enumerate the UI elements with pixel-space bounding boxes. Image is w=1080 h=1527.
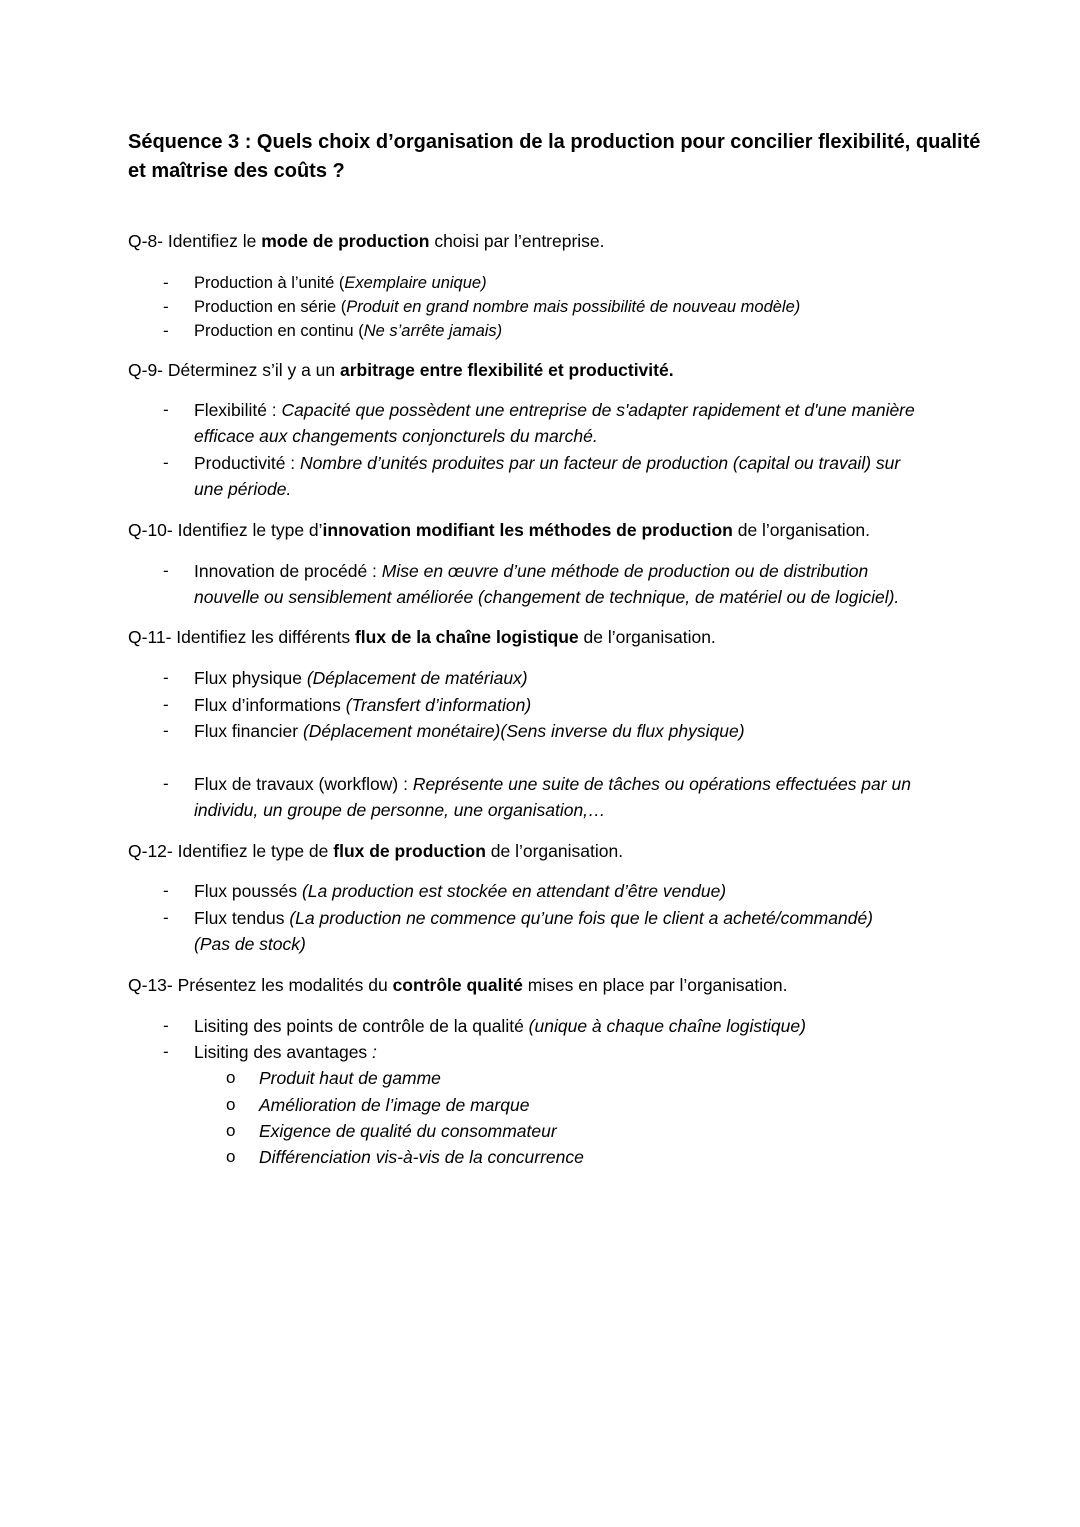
dash-bullet-icon: -: [163, 297, 169, 316]
dash-bullet-icon: -: [163, 1042, 169, 1061]
italic-text: (La production ne commence qu’une fois que le client a acheté/commandé): [289, 908, 874, 928]
sequence-title: [128, 128, 980, 156]
italic-text: :: [372, 1042, 377, 1062]
italic-text: (Pas de stock): [194, 934, 306, 954]
text: Q-11- Identifiez les différents: [128, 627, 355, 647]
list-item-text: [194, 1014, 806, 1038]
dash-bullet-icon: -: [163, 321, 169, 340]
italic-text: (unique à chaque chaîne logistique): [528, 1016, 806, 1036]
circle-bullet-icon: o: [226, 1068, 236, 1087]
italic-text: Différenciation vis-à-vis de la concurrence: [259, 1147, 584, 1167]
italic-text: Ne s’arrête jamais): [363, 322, 503, 340]
text: Lisiting des points de contrôle de la qualité: [194, 1016, 529, 1036]
italic-text: efficace aux changements conjoncturels du marché.: [194, 426, 598, 446]
text: Production en continu (: [194, 322, 364, 340]
italic-text: Capacité que possèdent une entreprise de s'adapter rapidement et d'une manière: [281, 400, 915, 420]
text: Q-10- Identifiez le type d’: [128, 520, 323, 540]
text: Q-13- Présentez les modalités du: [128, 975, 393, 995]
dash-bullet-icon: -: [163, 721, 169, 740]
list-item-text: [194, 1040, 377, 1064]
italic-text: Exemplaire unique): [344, 274, 487, 292]
list-item-text: [194, 693, 531, 717]
dash-bullet-icon: -: [163, 561, 169, 580]
question-heading: [128, 358, 674, 382]
italic-text: Représente une suite de tâches ou opérations effectuées par un: [412, 774, 911, 794]
italic-text: (Déplacement de matériaux): [306, 668, 528, 688]
list-item-continuation: [194, 585, 899, 609]
bold-text: flux de production: [333, 841, 486, 861]
list-item-text: [194, 271, 487, 295]
text: Flux tendus: [194, 908, 290, 928]
dash-bullet-icon: -: [163, 668, 169, 687]
bold-text: contrôle qualité: [392, 975, 523, 995]
sub-list-item: [259, 1119, 557, 1143]
italic-text: nouvelle ou sensiblement améliorée (changement de technique, de matériel ou de logiciel).: [194, 587, 900, 607]
circle-bullet-icon: o: [226, 1121, 236, 1140]
text: Productivité :: [194, 453, 301, 473]
dash-bullet-icon: -: [163, 695, 169, 714]
circle-bullet-icon: o: [226, 1147, 236, 1166]
text: Flux financier: [194, 721, 303, 741]
list-item-text: [194, 906, 873, 930]
question-heading: [128, 839, 623, 863]
italic-text: Nombre d’unités produites par un facteur de production (capital ou travail) sur: [300, 453, 901, 473]
text: de l’organisation.: [485, 841, 624, 861]
list-item-continuation: [194, 798, 606, 822]
question-heading: [128, 625, 716, 649]
question-heading: [128, 973, 787, 997]
text: Lisiting des avantages: [194, 1042, 373, 1062]
dash-bullet-icon: -: [163, 1016, 169, 1035]
italic-text: (Transfert d’information): [345, 695, 532, 715]
sequence-title: [128, 157, 345, 185]
sub-list-item: [259, 1066, 441, 1090]
italic-text: Mise en œuvre d’une méthode de production ou de distribution: [381, 561, 869, 581]
dash-bullet-icon: -: [163, 273, 169, 292]
italic-text: Exigence de qualité du consommateur: [259, 1121, 557, 1141]
italic-text: (Déplacement monétaire)(Sens inverse du flux physique): [302, 721, 745, 741]
bold-text: innovation modifiant les méthodes de production: [322, 520, 733, 540]
sub-list-item: [259, 1093, 529, 1117]
italic-text: une période.: [194, 479, 292, 499]
text: de l’organisation.: [578, 627, 716, 647]
text: Flux physique: [194, 668, 307, 688]
sub-list-item: [259, 1145, 584, 1169]
italic-text: individu, un groupe de personne, une organisation,…: [194, 800, 606, 820]
list-item-text: [194, 719, 745, 743]
question-heading: [128, 518, 870, 542]
bold-text: flux de la chaîne logistique: [354, 627, 579, 647]
text: Production à l’unité (: [194, 274, 345, 292]
text: Flux poussés: [194, 881, 302, 901]
list-item-text: [194, 772, 911, 796]
italic-text: (La production est stockée en attendant d’être vendue): [301, 881, 727, 901]
text: Q-12- Identifiez le type de: [128, 841, 334, 861]
dash-bullet-icon: -: [163, 774, 169, 793]
list-item-text: [194, 319, 502, 343]
list-item-continuation: [194, 477, 291, 501]
text: Q-9- Déterminez s’il y a un: [128, 360, 341, 380]
list-item-text: [194, 666, 528, 690]
bold-text: et maîtrise des coûts ?: [128, 160, 345, 182]
question-heading: [128, 229, 605, 253]
list-item-text: [194, 879, 726, 903]
list-item-text: [194, 559, 868, 583]
list-item-text: [194, 295, 800, 319]
text: de l’organisation.: [732, 520, 871, 540]
bold-text: Séquence 3 : Quels choix d’organisation de la production pour concilier flexibilité, qualité: [128, 131, 981, 153]
bold-text: arbitrage entre flexibilité et productivité.: [340, 360, 674, 380]
dash-bullet-icon: -: [163, 453, 169, 472]
text: choisi par l’entreprise.: [429, 231, 605, 251]
dash-bullet-icon: -: [163, 400, 169, 419]
list-item-text: [194, 451, 900, 475]
italic-text: Produit haut de gamme: [259, 1068, 441, 1088]
text: Q-8- Identifiez le: [128, 231, 262, 251]
text: Flexibilité :: [194, 400, 282, 420]
dash-bullet-icon: -: [163, 881, 169, 900]
text: mises en place par l’organisation.: [522, 975, 788, 995]
italic-text: Produit en grand nombre mais possibilité de nouveau modèle): [346, 298, 801, 316]
text: Flux d’informations: [194, 695, 346, 715]
list-item-continuation: [194, 424, 598, 448]
dash-bullet-icon: -: [163, 908, 169, 927]
list-item-text: [194, 398, 915, 422]
text: Innovation de procédé :: [194, 561, 382, 581]
text: Flux de travaux (workflow) :: [194, 774, 413, 794]
list-item-continuation: [194, 932, 306, 956]
text: Production en série (: [194, 298, 347, 316]
italic-text: Amélioration de l’image de marque: [259, 1095, 530, 1115]
bold-text: mode de production: [261, 231, 430, 251]
circle-bullet-icon: o: [226, 1095, 236, 1114]
